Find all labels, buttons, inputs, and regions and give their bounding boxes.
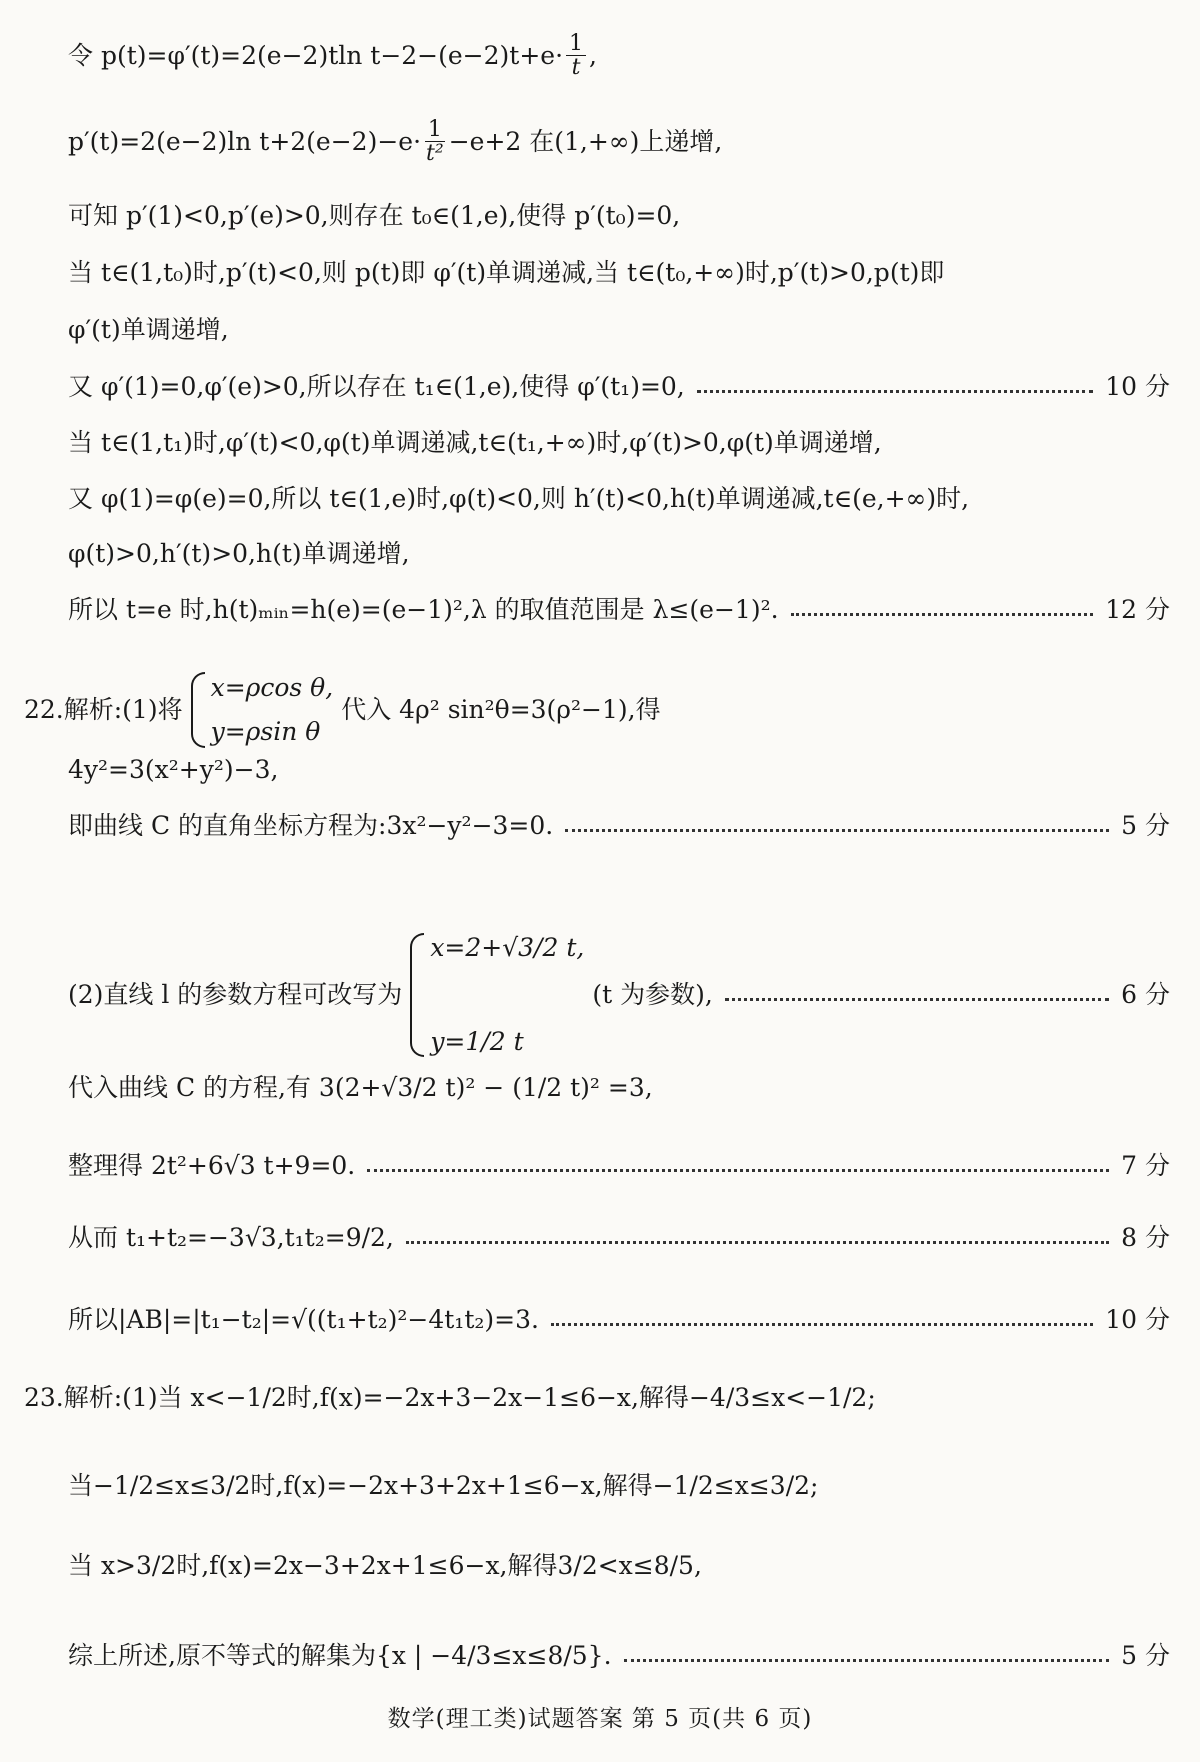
dot-leader xyxy=(551,1323,1093,1326)
text-line xyxy=(68,425,1170,461)
text-line xyxy=(68,481,1170,517)
text-line-scored xyxy=(68,1302,1170,1338)
equation-text: p′(t)=2(e−2)ln t+2(e−2)−e· xyxy=(68,126,422,156)
dot-leader xyxy=(565,829,1109,832)
text-line-scored xyxy=(68,808,1170,844)
text-line xyxy=(68,118,1170,165)
fraction-numerator: 1 xyxy=(566,32,586,56)
equation-text: 即曲线 C 的直角坐标方程为:3x²−y²−3=0. xyxy=(68,811,554,840)
score-label: 5 分 xyxy=(1121,1641,1170,1670)
equation-text: φ(t)>0,h′(t)>0,h(t)单调递增, xyxy=(68,539,410,568)
equation-text: 所以|AB|=|t₁−t₂|=√((t₁+t₂)²−4t₁t₂)=3. xyxy=(68,1305,539,1334)
fraction-numerator: 1 xyxy=(425,118,445,142)
equation-text: , xyxy=(589,40,597,70)
question-23-line xyxy=(24,1380,1170,1416)
equation-text: 令 p(t)=φ′(t)=2(e−2)tln t−2−(e−2)t+e· xyxy=(68,40,564,70)
brace-lines xyxy=(211,670,334,750)
equation-text: 综上所述,原不等式的解集为{x | −4/3≤x≤8/5}. xyxy=(68,1641,612,1670)
equation-text: 又 φ′(1)=0,φ′(e)>0,所以存在 t₁∈(1,e),使得 φ′(t₁)=0, xyxy=(68,372,685,401)
equation-text: −e+2 在(1,+∞)上递增, xyxy=(448,126,723,156)
text-line xyxy=(68,752,1170,788)
fraction xyxy=(424,118,446,165)
question-22-line xyxy=(24,670,1170,750)
dot-leader xyxy=(367,1169,1109,1172)
dot-leader xyxy=(725,998,1109,1001)
question-label: 22.解析:(1)将 xyxy=(24,695,183,724)
equation-text: φ′(t)单调递增, xyxy=(68,315,229,344)
system-equation: x=2+√3/2 t, xyxy=(430,933,585,962)
score-label: 5 分 xyxy=(1121,811,1170,840)
text-line xyxy=(68,536,1170,572)
text-line xyxy=(68,198,1170,234)
score-label: 12 分 xyxy=(1105,595,1170,624)
text-line-scored xyxy=(68,1148,1170,1184)
text-line-scored xyxy=(68,592,1170,628)
text-line xyxy=(68,32,1170,79)
dot-leader xyxy=(624,1659,1110,1662)
text-line xyxy=(68,1468,1170,1504)
text-line-scored xyxy=(68,1638,1170,1674)
equation-text: 4y²=3(x²+y²)−3, xyxy=(68,755,279,784)
equation-text: (t 为参数), xyxy=(592,980,713,1009)
text-line-scored xyxy=(68,1220,1170,1256)
left-brace xyxy=(191,672,205,748)
brace-lines xyxy=(430,930,584,1060)
equation-text: 又 φ(1)=φ(e)=0,所以 t∈(1,e)时,φ(t)<0,则 h′(t)<0,h(t)单调递减,t∈(e,+∞)时, xyxy=(68,484,970,513)
fraction xyxy=(566,32,586,79)
equation-text: 整理得 2t²+6√3 t+9=0. xyxy=(68,1151,356,1180)
score-label: 7 分 xyxy=(1121,1151,1170,1180)
system-equation: x=ρcos θ, xyxy=(210,673,334,702)
equation-text: 当−1/2≤x≤3/2时,f(x)=−2x+3+2x+1≤6−x,解得−1/2≤x≤3/2; xyxy=(68,1471,819,1500)
score-label: 8 分 xyxy=(1121,1223,1170,1252)
left-brace xyxy=(410,933,424,1057)
page-footer: 数学(理工类)试题答案 第 5 页(共 6 页) xyxy=(387,1706,813,1732)
equation-text: 代入曲线 C 的方程,有 3(2+√3/2 t)² − (1/2 t)² =3, xyxy=(68,1073,653,1102)
equation-text: 可知 p′(1)<0,p′(e)>0,则存在 t₀∈(1,e),使得 p′(t₀)=0, xyxy=(68,201,681,230)
text-line xyxy=(68,255,1170,291)
text-line-scored xyxy=(68,369,1170,405)
equation-text: 当 x>3/2时,f(x)=2x−3+2x+1≤6−x,解得3/2<x≤8/5, xyxy=(68,1551,702,1580)
text-line xyxy=(68,1548,1170,1584)
equation-text: 代入 4ρ² sin²θ=3(ρ²−1),得 xyxy=(341,695,661,724)
equation-text: 当 t∈(1,t₀)时,p′(t)<0,则 p(t)即 φ′(t)单调递减,当 t∈(t₀,+∞)时,p′(t)>0,p(t)即 xyxy=(68,258,945,287)
text-line-scored xyxy=(68,930,1170,1060)
equation-text: 当 t∈(1,t₁)时,φ′(t)<0,φ(t)单调递减,t∈(t₁,+∞)时,φ′(t)>0,φ(t)单调递增, xyxy=(68,428,882,457)
equation-text: 所以 t=e 时,h(t)ₘᵢₙ=h(e)=(e−1)²,λ 的取值范围是 λ≤(e−1)². xyxy=(68,595,779,624)
fraction-denominator: t xyxy=(571,55,581,81)
text-line xyxy=(68,312,1170,348)
score-label: 10 分 xyxy=(1105,372,1170,401)
equation-system xyxy=(191,670,334,750)
system-equation: y=ρsin θ xyxy=(210,717,321,746)
equation-text: (2)直线 l 的参数方程可改写为 xyxy=(68,980,403,1009)
system-equation: y=1/2 t xyxy=(430,1027,524,1056)
fraction-denominator: t² xyxy=(426,141,444,167)
score-label: 10 分 xyxy=(1105,1305,1170,1334)
equation-text: 从而 t₁+t₂=−3√3,t₁t₂=9/2, xyxy=(68,1223,394,1252)
dot-leader xyxy=(791,613,1094,616)
equation-text: 23.解析:(1)当 x<−1/2时,f(x)=−2x+3−2x−1≤6−x,解得−4/3≤x<−1/2; xyxy=(24,1383,876,1412)
dot-leader xyxy=(406,1241,1109,1244)
dot-leader xyxy=(697,390,1093,393)
score-label: 6 分 xyxy=(1121,980,1170,1009)
equation-system xyxy=(410,930,584,1060)
text-line xyxy=(68,1070,1170,1106)
